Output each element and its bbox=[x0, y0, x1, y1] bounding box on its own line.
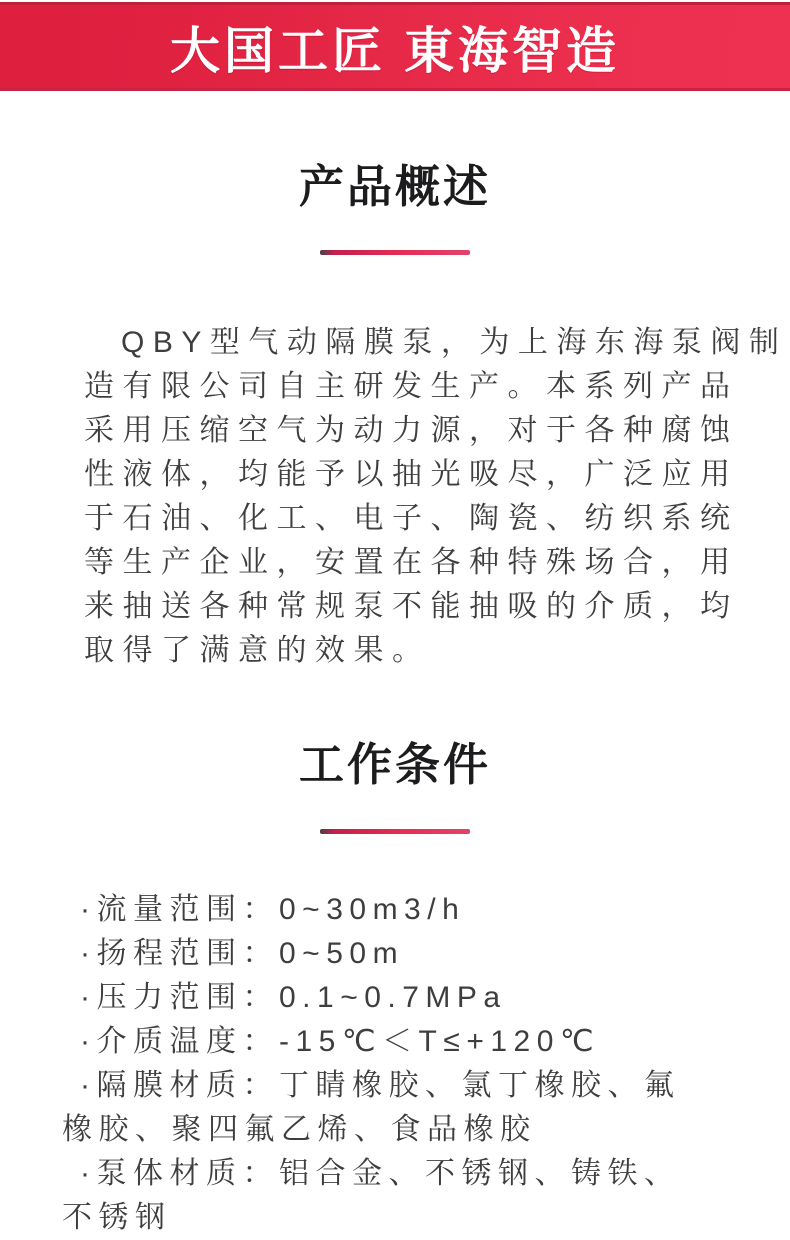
paragraph-line: QBY型气动隔膜泵，为上海东海泵阀制 bbox=[121, 326, 788, 360]
paragraph-line: 来抽送各种常规泵不能抽吸的介质，均 bbox=[84, 590, 739, 624]
spec-line: ·隔膜材质：丁睛橡胶、氯丁橡胶、氟 bbox=[80, 1068, 681, 1102]
spec-item-medium-temperature bbox=[62, 1020, 714, 1064]
overview-paragraph bbox=[84, 321, 788, 673]
section-overview bbox=[0, 161, 790, 673]
paragraph-line: 等生产企业，安置在各种特殊场合，用 bbox=[84, 546, 739, 580]
spec-line: ·压力范围：0.1~0.7MPa bbox=[80, 980, 507, 1014]
section-working-conditions bbox=[0, 739, 790, 1239]
spec-line: ·流量范围：0~30m3/h bbox=[80, 892, 466, 926]
brand-banner bbox=[0, 2, 790, 91]
spec-line: 不锈钢 bbox=[62, 1200, 172, 1234]
paragraph-line: 造有限公司自主研发生产。本系列产品 bbox=[84, 370, 739, 404]
overview-section-title: 产品概述 bbox=[298, 161, 491, 212]
title-underline bbox=[320, 250, 470, 255]
spec-item-pump-body-material bbox=[62, 1152, 714, 1240]
spec-line: 橡胶、聚四氟乙烯、食品橡胶 bbox=[62, 1112, 537, 1146]
spec-item-flow-range bbox=[62, 888, 714, 932]
spec-line: ·介质温度：-15℃＜T≤+120℃ bbox=[80, 1024, 601, 1058]
spec-item-head-range bbox=[62, 932, 714, 976]
paragraph-line: 于石油、化工、电子、陶瓷、纺织系统 bbox=[84, 502, 739, 536]
conditions-section-title: 工作条件 bbox=[298, 739, 491, 791]
spec-line: ·扬程范围：0~50m bbox=[80, 936, 405, 970]
spec-line: ·泵体材质：铝合金、不锈钢、铸铁、 bbox=[80, 1156, 681, 1190]
paragraph-line: 取得了满意的效果。 bbox=[84, 634, 431, 668]
product-detail-page bbox=[0, 2, 790, 1234]
title-underline bbox=[320, 829, 470, 834]
brand-banner-title: 大国工匠 東海智造 bbox=[170, 22, 620, 79]
paragraph-line: 采用压缩空气为动力源，对于各种腐蚀 bbox=[84, 414, 739, 448]
conditions-list bbox=[62, 888, 714, 1240]
paragraph-line: 性液体，均能予以抽光吸尽，广泛应用 bbox=[84, 458, 739, 492]
spec-item-diaphragm-material bbox=[62, 1064, 714, 1152]
spec-item-pressure-range bbox=[62, 976, 714, 1020]
